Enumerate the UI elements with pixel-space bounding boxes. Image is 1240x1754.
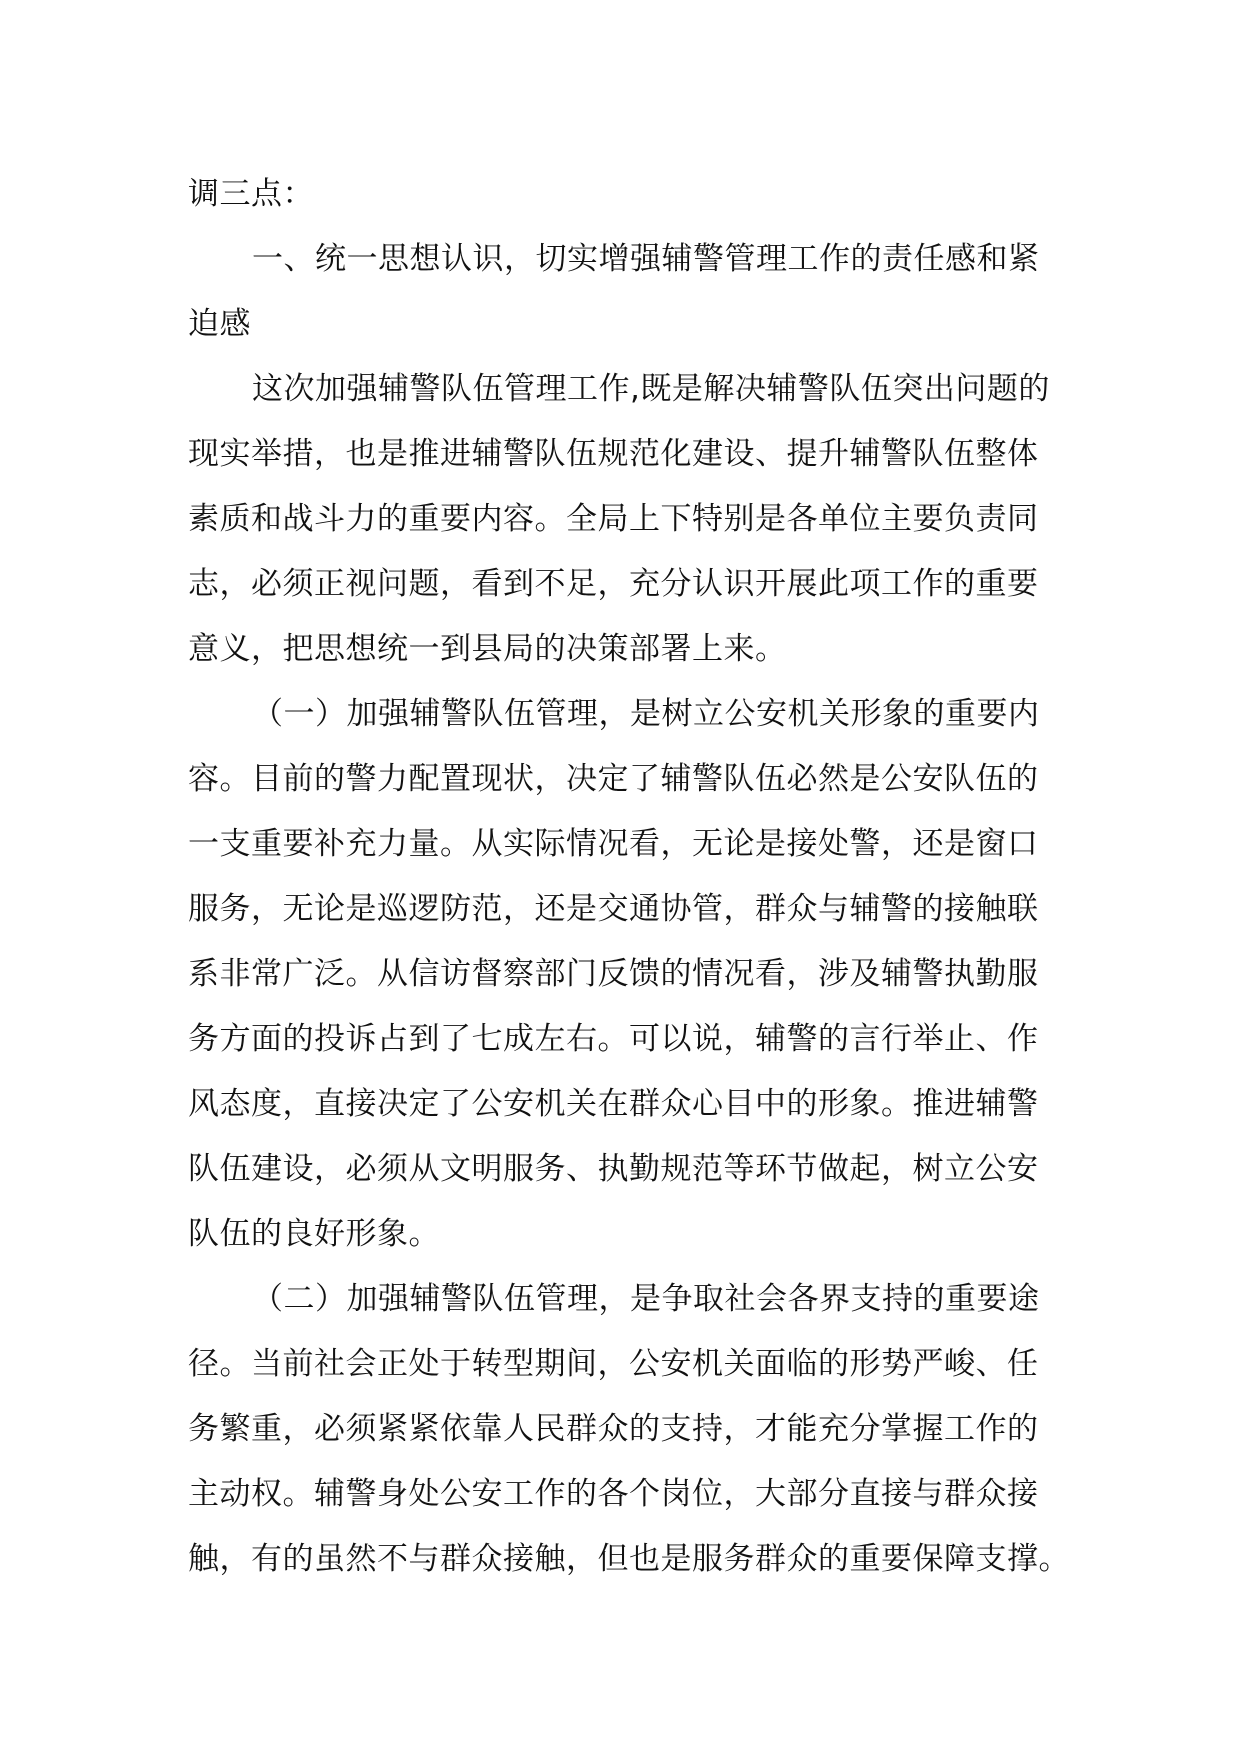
paragraph-line: 触，有的虽然不与群众接触，但也是服务群众的重要保障支撑。 xyxy=(188,1541,1070,1577)
paragraph-line: 务繁重，必须紧紧依靠人民群众的支持，才能充分掌握工作的 xyxy=(188,1411,1039,1447)
paragraph-line: 素质和战斗力的重要内容。全局上下特别是各单位主要负责同 xyxy=(188,501,1039,537)
paragraph-line: 志，必须正视问题，看到不足，充分认识开展此项工作的重要 xyxy=(188,566,1039,602)
paragraph-line: 容。目前的警力配置现状，决定了辅警队伍必然是公安队伍的 xyxy=(188,761,1039,797)
paragraph-line: 现实举措，也是推进辅警队伍规范化建设、提升辅警队伍整体 xyxy=(188,436,1039,472)
paragraph-line: 队伍建设，必须从文明服务、执勤规范等环节做起，树立公安 xyxy=(188,1151,1039,1187)
paragraph-line: 主动权。辅警身处公安工作的各个岗位，大部分直接与群众接 xyxy=(188,1476,1039,1512)
paragraph-line: 系非常广泛。从信访督察部门反馈的情况看，涉及辅警执勤服 xyxy=(188,956,1039,992)
paragraph-line: 这次加强辅警队伍管理工作,既是解决辅警队伍突出问题的 xyxy=(252,371,1050,407)
text-line: 调三点： xyxy=(188,176,314,212)
section-heading-1: 一、统一思想认识，切实增强辅警管理工作的责任感和紧 xyxy=(252,241,1040,277)
document-body xyxy=(188,162,1068,1592)
paragraph-line: 一支重要补充力量。从实际情况看，无论是接处警，还是窗口 xyxy=(188,826,1039,862)
subsection-1-line: （一）加强辅警队伍管理，是树立公安机关形象的重要内 xyxy=(252,696,1040,732)
subsection-2-line: （二）加强辅警队伍管理，是争取社会各界支持的重要途 xyxy=(252,1281,1040,1317)
paragraph-line: 径。当前社会正处于转型期间，公安机关面临的形势严峻、任 xyxy=(188,1346,1039,1382)
paragraph-line: 服务，无论是巡逻防范，还是交通协管，群众与辅警的接触联 xyxy=(188,891,1039,927)
paragraph-line: 风态度，直接决定了公安机关在群众心目中的形象。推进辅警 xyxy=(188,1086,1039,1122)
paragraph-line: 队伍的良好形象。 xyxy=(188,1216,440,1252)
section-heading-1-continued: 迫感 xyxy=(188,306,251,342)
paragraph-line: 意义，把思想统一到县局的决策部署上来。 xyxy=(188,631,787,667)
paragraph-line: 务方面的投诉占到了七成左右。可以说，辅警的言行举止、作 xyxy=(188,1021,1039,1057)
